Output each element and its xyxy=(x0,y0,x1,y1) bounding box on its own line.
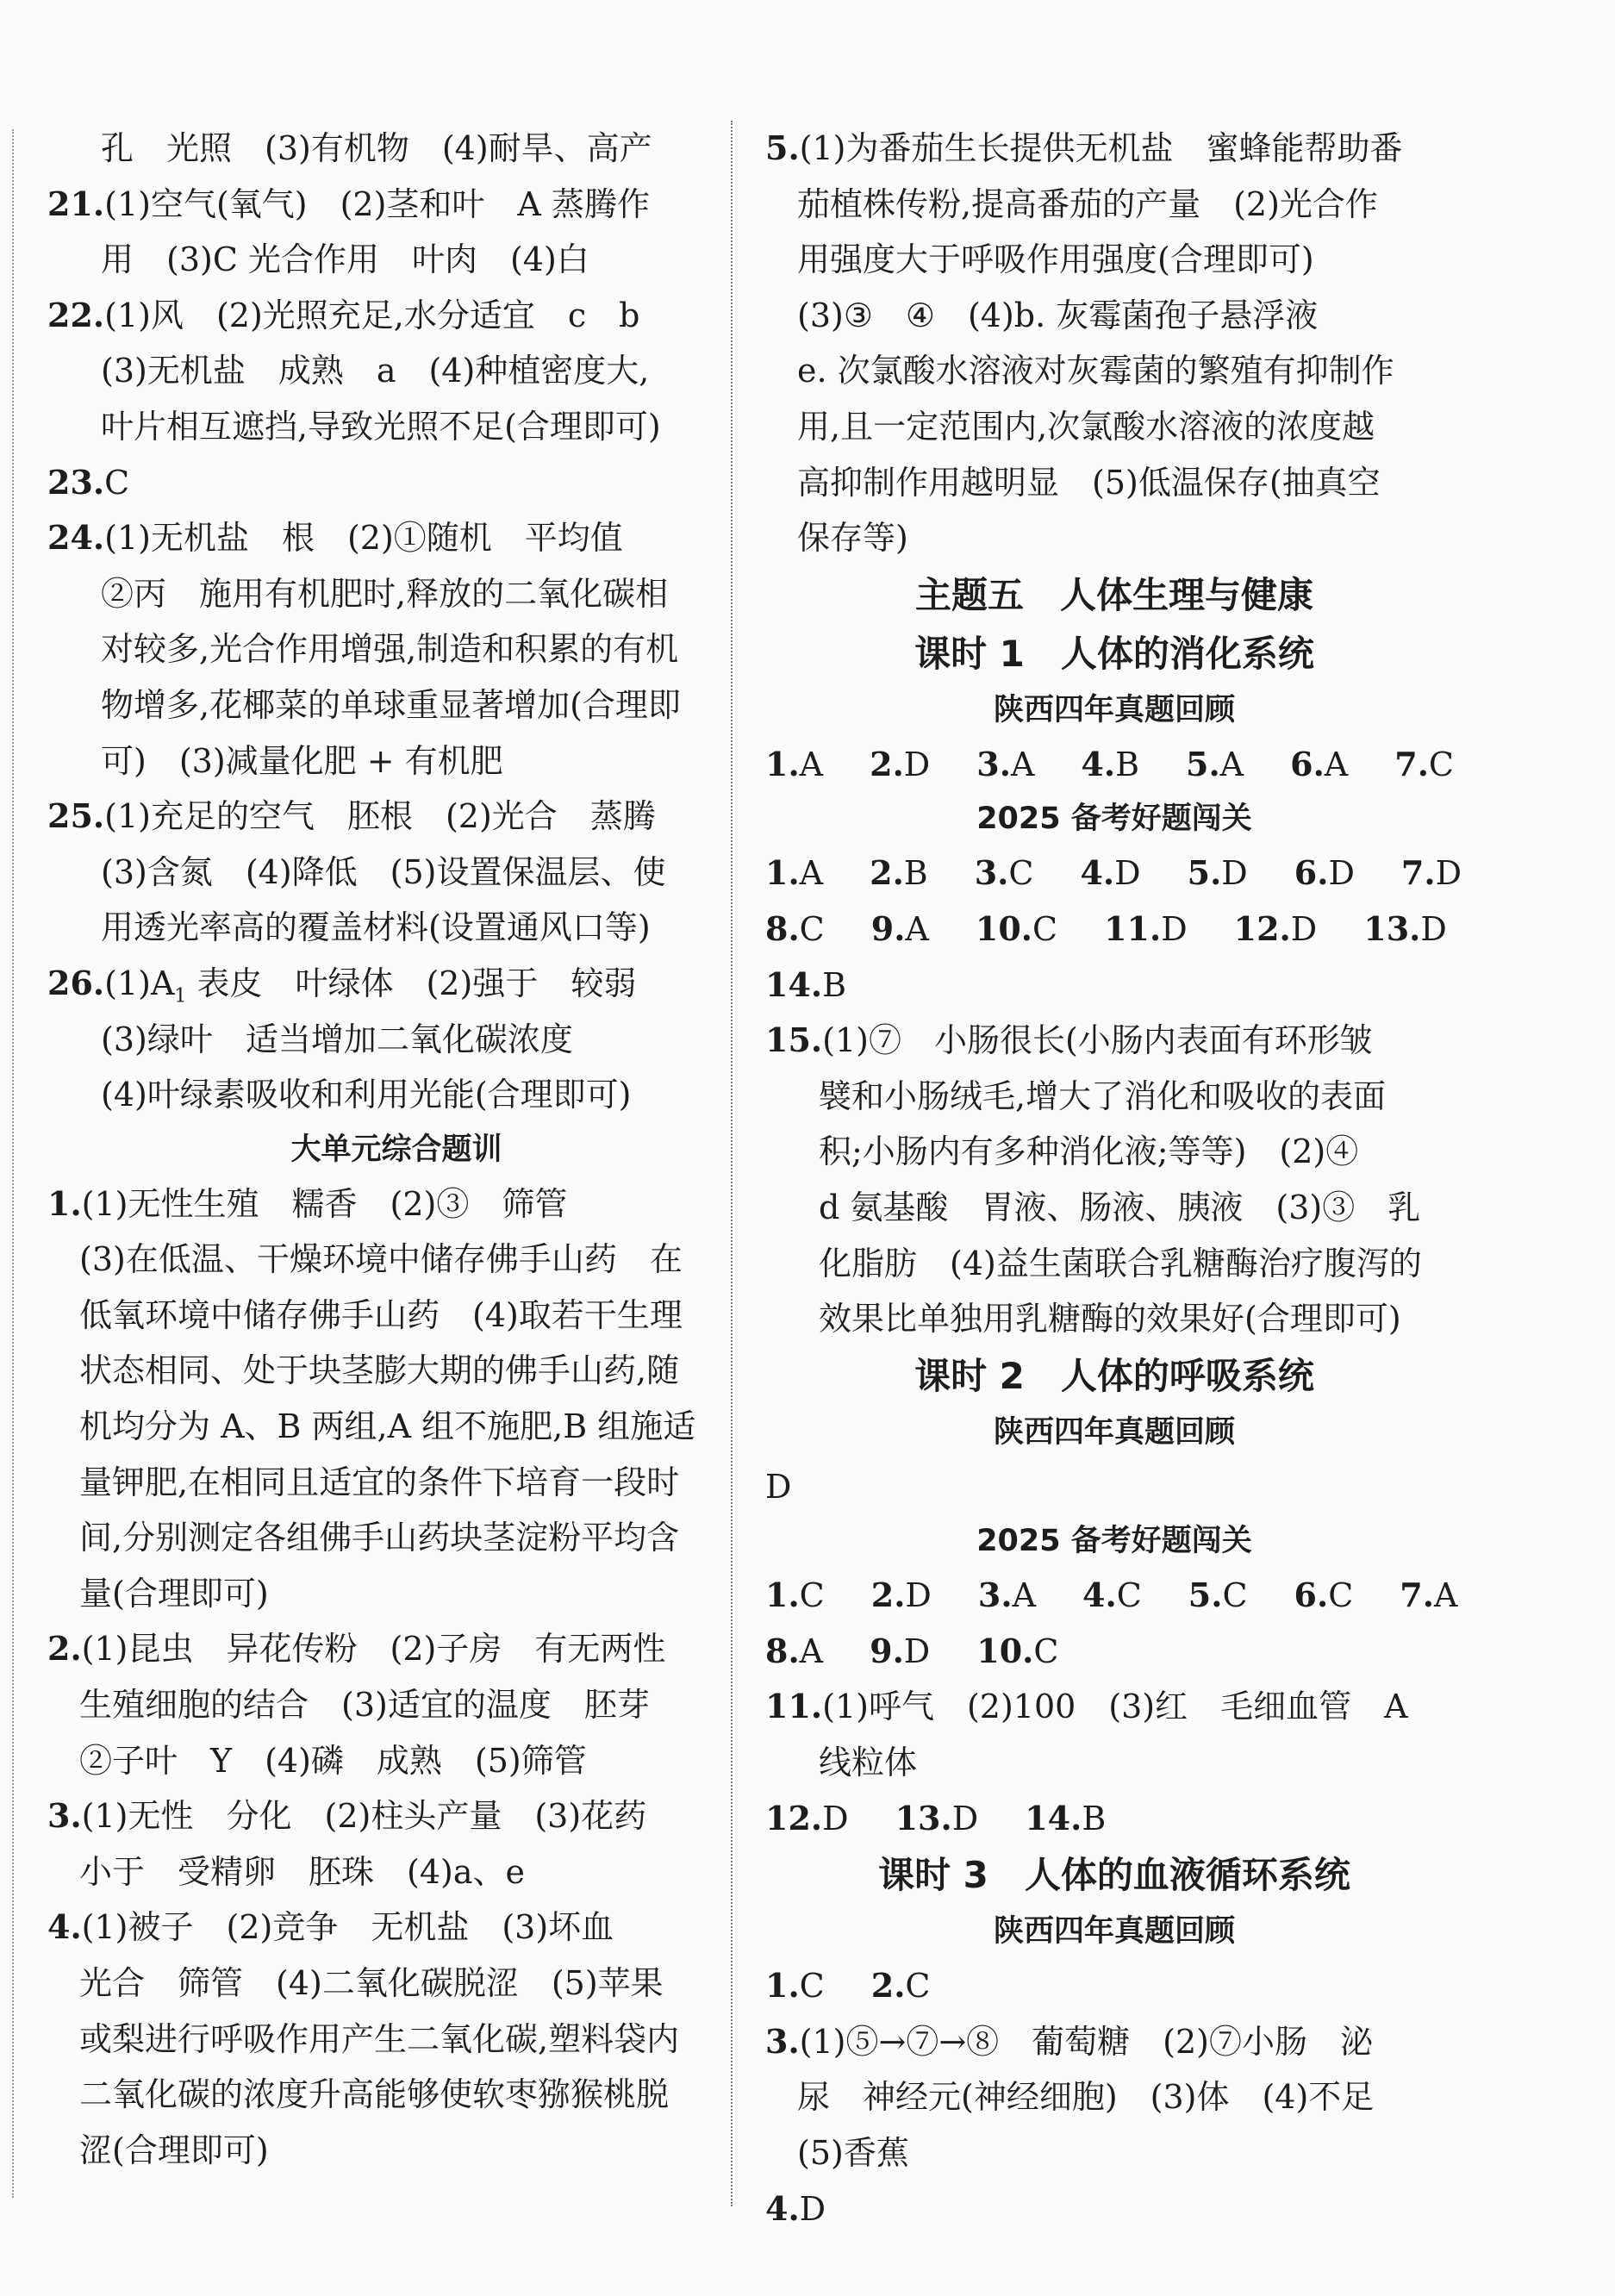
question-number: 1. xyxy=(765,853,800,893)
answer-line: (3)无机盐 成熟 a (4)种植密度大, xyxy=(101,352,650,390)
answer-row xyxy=(765,1568,1463,1624)
unit-answer-2: 2.(1)昆虫 异花传粉 (2)子房 有无两性 xyxy=(47,1621,745,1677)
answer-letter: C xyxy=(1222,1576,1248,1615)
answer-line: ②子叶 Y (4)磷 成熟 (5)筛管 xyxy=(79,1741,587,1780)
unit-answer-3: 3.(1)无性 分化 (2)柱头产量 (3)花药 xyxy=(47,1788,745,1844)
answer-24: 24.(1)无机盐 根 (2)①随机 平均值 xyxy=(47,510,745,566)
answer-line: 用透光率高的覆盖材料(设置通风口等) xyxy=(101,908,651,947)
question-number: 4. xyxy=(1080,853,1115,893)
answer-line: 量钾肥,在相同且适宜的条件下培育一段时 xyxy=(79,1463,680,1501)
unit-answer-5: 5.(1)为番茄生长提供无机盐 蜜蜂能帮助番 xyxy=(765,121,1463,177)
answer-line: (3)绿叶 适当增加二氧化碳浓度 xyxy=(101,1020,573,1058)
answer-row xyxy=(765,1624,1463,1680)
lesson-heading: 课时 1 人体的消化系统 xyxy=(914,632,1314,675)
answer-letter: C xyxy=(799,909,825,948)
section-heading: 大单元综合题训 xyxy=(290,1132,502,1167)
answer-line: 效果比单独用乳糖酶的效果好(合理即可) xyxy=(819,1300,1401,1338)
answer-letter: A xyxy=(1324,745,1349,783)
question-number: 2. xyxy=(870,744,904,783)
question-number: 7. xyxy=(1400,1575,1434,1615)
answer-letter: C xyxy=(905,1967,931,2006)
answer-line: (3)在低温、干燥环境中储存佛手山药 在 xyxy=(79,1240,683,1279)
answer-letter: A xyxy=(905,909,929,948)
question-number: 15. xyxy=(765,1020,823,1060)
unit-answer-1: 1.(1)无性生殖 糯香 (2)③ 筛管 xyxy=(47,1176,745,1232)
unit-answer-4: 4.(1)被子 (2)竞争 无机盐 (3)坏血 xyxy=(47,1900,745,1956)
answer-22: 22.(1)风 (2)光照充足,水分适宜 c b xyxy=(47,288,745,344)
question-number: 14. xyxy=(765,964,823,1004)
practice-heading: 2025 备考好题闯关 xyxy=(976,1524,1252,1559)
answer-letter: B xyxy=(1115,745,1139,783)
answer-line: ②丙 施用有机肥时,释放的二氧化碳相 xyxy=(101,574,669,613)
answer-letter: C xyxy=(1008,854,1034,893)
answer-letter: A xyxy=(1010,745,1035,783)
answer-11: 11.(1)呼气 (2)100 (3)红 毛细血管 A xyxy=(765,1679,1463,1735)
question-number: 13. xyxy=(1363,908,1421,948)
question-number: 5. xyxy=(1188,1575,1223,1615)
answer-letter: C xyxy=(1032,909,1058,948)
answer-letter: B xyxy=(1082,1799,1107,1837)
answer-21: 21.(1)空气(氧气) (2)茎和叶 A 蒸腾作 xyxy=(47,177,745,233)
answer-line: 高抑制作用越明显 (5)低温保存(抽真空 xyxy=(797,463,1381,502)
left-column xyxy=(47,121,745,2178)
answer-letter: D xyxy=(903,745,931,783)
question-number: 4. xyxy=(765,2188,800,2228)
answer-25: 25.(1)充足的空气 胚根 (2)光合 蒸腾 xyxy=(47,789,745,845)
question-number: 7. xyxy=(1394,744,1429,783)
answer-line: (4)叶绿素吸收和利用光能(合理即可) xyxy=(101,1076,632,1114)
answer-line: 涩(合理即可) xyxy=(79,2131,269,2169)
question-number: 21. xyxy=(47,184,105,223)
answer-line: 对较多,光合作用增强,制造和积累的有机 xyxy=(101,630,679,669)
answer-line: 二氧化碳的浓度升高能够使软枣猕猴桃脱 xyxy=(79,2075,670,2114)
answer-line: 化脂肪 (4)益生菌联合乳糖酶治疗腹泻的 xyxy=(819,1244,1422,1282)
answer-4: 4.D xyxy=(765,2181,1463,2237)
answer-letter: C xyxy=(1116,1576,1142,1615)
question-number: 1. xyxy=(765,1966,800,2006)
review-heading: 陕西四年真题回顾 xyxy=(993,692,1235,727)
answer-line: 线粒体 xyxy=(819,1744,918,1782)
question-number: 1. xyxy=(765,1575,800,1615)
answer-letter: B xyxy=(822,965,847,1004)
question-number: 4. xyxy=(47,1907,82,1947)
answer-letter: A xyxy=(1012,1576,1037,1615)
answer-line: 状态相同、处于块茎膨大期的佛手山药,随 xyxy=(79,1351,680,1390)
answer-26: $26.(1)A_1$ 表皮 叶绿体 (2)强于 较弱 xyxy=(47,956,745,1012)
question-number: 3. xyxy=(974,853,1009,893)
answer-line: 襞和小肠绒毛,增大了消化和吸收的表面 xyxy=(819,1076,1387,1115)
answer-line: 用,且一定范围内,次氯酸水溶液的浓度越 xyxy=(797,407,1375,446)
question-number: 12. xyxy=(1233,908,1291,948)
answer-row xyxy=(765,1791,1463,1847)
answer-line: 保存等) xyxy=(797,519,908,558)
question-number: 7. xyxy=(1400,853,1436,893)
answer-letter: D xyxy=(1221,854,1248,893)
right-column xyxy=(765,121,1463,2237)
question-number: 5. xyxy=(1187,853,1222,893)
answer-line: 生殖细胞的结合 (3)适宜的温度 胚芽 xyxy=(79,1686,650,1725)
question-number: 8. xyxy=(765,1631,800,1670)
answer-letter: D xyxy=(1420,909,1447,948)
question-number: 1. xyxy=(47,1183,82,1223)
answer-23: 23.C xyxy=(47,455,745,511)
answer-letter: A xyxy=(799,745,824,783)
question-number: 26. xyxy=(47,963,105,1002)
answer-letter: D xyxy=(1435,854,1462,893)
question-number: 4. xyxy=(1081,744,1116,783)
answer-3: 3.(1)⑤→⑦→⑧ 葡萄糖 (2)⑦小肠 泌 xyxy=(765,2014,1463,2070)
answer-row xyxy=(765,958,1463,1014)
question-number: 4. xyxy=(1082,1575,1117,1615)
answer-line: e. 次氯酸水溶液对灰霉菌的繁殖有抑制作 xyxy=(797,352,1394,390)
answer-letter: D xyxy=(822,1799,849,1837)
answer-letter: B xyxy=(903,854,928,893)
answer-line: (3)③ ④ (4)b. 灰霉菌孢子悬浮液 xyxy=(797,296,1319,334)
question-number: 2. xyxy=(47,1629,82,1669)
answer-line: 光合 筛管 (4)二氧化碳脱涩 (5)苹果 xyxy=(79,1964,664,2002)
answer-line: 间,分别测定各组佛手山药块茎淀粉平均含 xyxy=(79,1519,680,1557)
question-number: 3. xyxy=(976,744,1011,783)
question-number: 2. xyxy=(870,1966,906,2006)
question-number: 6. xyxy=(1294,853,1329,893)
question-number: 3. xyxy=(977,1575,1013,1615)
lesson-heading: 课时 2 人体的呼吸系统 xyxy=(914,1354,1314,1397)
answer-letter: D xyxy=(1161,909,1188,948)
question-number: 24. xyxy=(47,518,105,558)
answer-line: 用强度大于呼吸作用强度(合理即可) xyxy=(797,240,1314,279)
question-number: 23. xyxy=(47,462,105,502)
answer-letter: D xyxy=(951,1799,979,1837)
question-number: 22. xyxy=(47,295,105,334)
answer-line: 机均分为 A、B 两组,A 组不施肥,B 组施适 xyxy=(79,1407,696,1446)
practice-heading: 2025 备考好题闯关 xyxy=(976,802,1252,837)
answer-letter: A xyxy=(799,854,824,893)
answer-letter: D xyxy=(1114,854,1141,893)
answer-letter: D xyxy=(1290,909,1318,948)
answer-line: 量(合理即可) xyxy=(79,1574,269,1613)
answer-line: 低氧环境中储存佛手山药 (4)取若干生理 xyxy=(79,1295,683,1334)
page-edge-divider xyxy=(12,129,14,2198)
answer-line: 叶片相互遮挡,导致光照不足(合理即可) xyxy=(101,407,661,446)
answer-line: 尿 神经元(神经细胞) (3)体 (4)不足 xyxy=(797,2078,1375,2117)
answer-line: 可) (3)减量化肥 + 有机肥 xyxy=(101,741,503,780)
question-number: 13. xyxy=(895,1798,952,1837)
answer-letter: C xyxy=(1328,1576,1354,1615)
question-number: 2. xyxy=(870,1575,906,1615)
question-number: 11. xyxy=(765,1687,823,1726)
answer-line: 孔 光照 (3)有机物 (4)耐旱、高产 xyxy=(101,129,652,167)
answer-row xyxy=(765,845,1463,902)
question-number: 10. xyxy=(975,908,1032,948)
answer-letter: A xyxy=(1433,1576,1458,1615)
question-number: 6. xyxy=(1294,1575,1329,1615)
question-number: 5. xyxy=(1186,744,1220,783)
answer-row xyxy=(765,902,1463,958)
answer-line: 物增多,花椰菜的单球重显著增加(合理即 xyxy=(101,685,681,724)
answer-line: 或梨进行呼吸作用产生二氧化碳,塑料袋内 xyxy=(79,2019,680,2058)
question-number: 14. xyxy=(1025,1798,1082,1837)
question-number: 5. xyxy=(765,128,800,167)
answer-line: d 氨基酸 胃液、肠液、胰液 (3)③ 乳 xyxy=(819,1188,1421,1226)
answer-line: 积;小肠内有多种消化液;等等) (2)④ xyxy=(819,1132,1359,1171)
answer-15: 15.(1)⑦ 小肠很长(小肠内表面有环形皱 xyxy=(765,1013,1463,1069)
question-number: 25. xyxy=(47,796,105,836)
review-heading: 陕西四年真题回顾 xyxy=(993,1414,1235,1450)
answer-row xyxy=(765,1958,1463,2014)
answer-letter: A xyxy=(799,1632,824,1670)
answer-letter: C xyxy=(1033,1632,1059,1670)
question-number: 10. xyxy=(976,1631,1034,1670)
answer-line: 茄植株传粉,提高番茄的产量 (2)光合作 xyxy=(797,184,1378,223)
answer-line: D xyxy=(765,1467,792,1506)
question-number: 9. xyxy=(870,908,906,948)
question-number: 3. xyxy=(47,1796,82,1836)
answer-letter: D xyxy=(1328,854,1355,893)
answer-letter: D xyxy=(903,1632,931,1670)
answer-line: (3)含氮 (4)降低 (5)设置保温层、使 xyxy=(101,852,666,891)
question-number: 3. xyxy=(765,2021,800,2061)
answer-row xyxy=(765,737,1463,793)
question-number: 1. xyxy=(765,744,800,783)
question-number: 8. xyxy=(765,908,800,948)
question-number: 12. xyxy=(765,1798,823,1837)
question-number: 6. xyxy=(1290,744,1325,783)
question-number: 9. xyxy=(870,1631,904,1670)
question-number: 11. xyxy=(1104,908,1162,948)
review-heading: 陕西四年真题回顾 xyxy=(993,1914,1235,1950)
answer-line: (5)香蕉 xyxy=(797,2134,909,2173)
answer-letter: A xyxy=(1219,745,1244,783)
lesson-heading: 课时 3 人体的血液循环系统 xyxy=(878,1854,1350,1897)
answer-letter: D xyxy=(905,1576,932,1615)
answer-letter: C xyxy=(799,1967,825,2006)
answer-letter: C xyxy=(799,1576,825,1615)
answer-line: 小于 受精卵 胚珠 (4)a、e xyxy=(79,1852,525,1891)
theme-heading: 主题五 人体生理与健康 xyxy=(914,573,1313,616)
answer-letter: C xyxy=(1428,745,1454,783)
question-number: 2. xyxy=(870,853,904,893)
answer-line: 用 (3)C 光合作用 叶肉 (4)白 xyxy=(101,240,589,279)
